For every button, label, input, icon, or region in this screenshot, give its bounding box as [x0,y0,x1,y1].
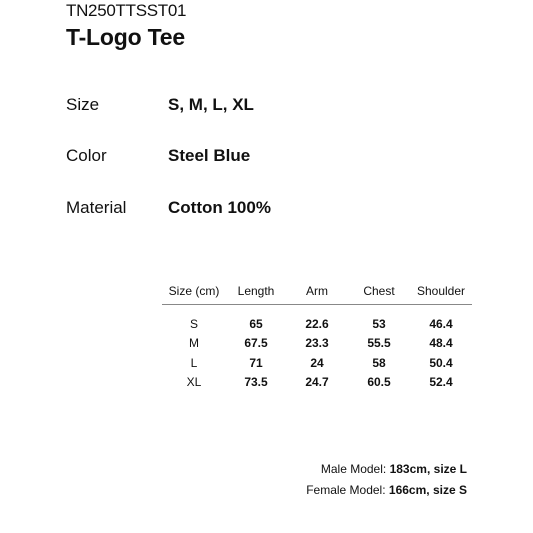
cell-size: S [189,316,198,331]
table-row [162,353,472,373]
female-model-sep: , [426,483,430,497]
spec-label-size: Size [66,95,100,114]
header-chest: Chest [363,284,395,298]
cell-shoulder: 52.4 [429,375,453,390]
cell-chest: 58 [372,355,386,370]
product-code: TN250TTSST01 [66,1,187,20]
female-model-line [306,480,467,501]
male-model-sep: , [426,462,431,476]
size-chart-header-row [162,284,472,305]
cell-size: L [190,355,198,370]
cell-size: M [189,336,199,351]
header-size: Size (cm) [168,284,220,298]
spec-row-size [66,95,466,117]
model-info [306,459,467,501]
table-row [162,373,472,393]
male-model-line [306,459,467,480]
spec-row-color [66,146,466,168]
cell-length: 73.5 [244,375,268,390]
female-model-size: size S [432,483,467,497]
spec-row-material [66,198,466,220]
spec-label-material: Material [66,198,127,217]
female-model-height: 166cm [388,483,427,497]
male-model-height: 183cm [389,462,427,476]
spec-label-color: Color [66,146,107,165]
cell-arm: 24 [310,355,324,370]
cell-length: 65 [249,316,263,331]
header-shoulder: Shoulder [416,284,466,298]
cell-shoulder: 50.4 [429,355,453,370]
male-model-label: Male Model: [320,462,387,476]
header-length: Length [237,284,275,298]
table-row [162,334,472,354]
cell-shoulder: 48.4 [429,336,453,351]
cell-length: 67.5 [244,336,268,351]
cell-size: XL [186,375,202,390]
male-model-size: size L [433,462,467,476]
female-model-label: Female Model: [306,483,386,497]
spec-value-size: S, M, L, XL [168,95,254,114]
table-row [162,305,472,334]
cell-chest: 55.5 [367,336,391,351]
cell-arm: 24.7 [305,375,329,390]
spec-value-color: Steel Blue [168,146,251,165]
product-title: T-Logo Tee [66,24,185,50]
cell-length: 71 [249,355,263,370]
cell-chest: 53 [372,316,386,331]
cell-arm: 22.6 [305,316,329,331]
spec-value-material: Cotton 100% [168,198,271,217]
cell-arm: 23.3 [305,336,329,351]
size-chart-table [162,284,472,392]
header-arm: Arm [306,284,328,298]
cell-chest: 60.5 [367,375,391,390]
cell-shoulder: 46.4 [429,316,453,331]
